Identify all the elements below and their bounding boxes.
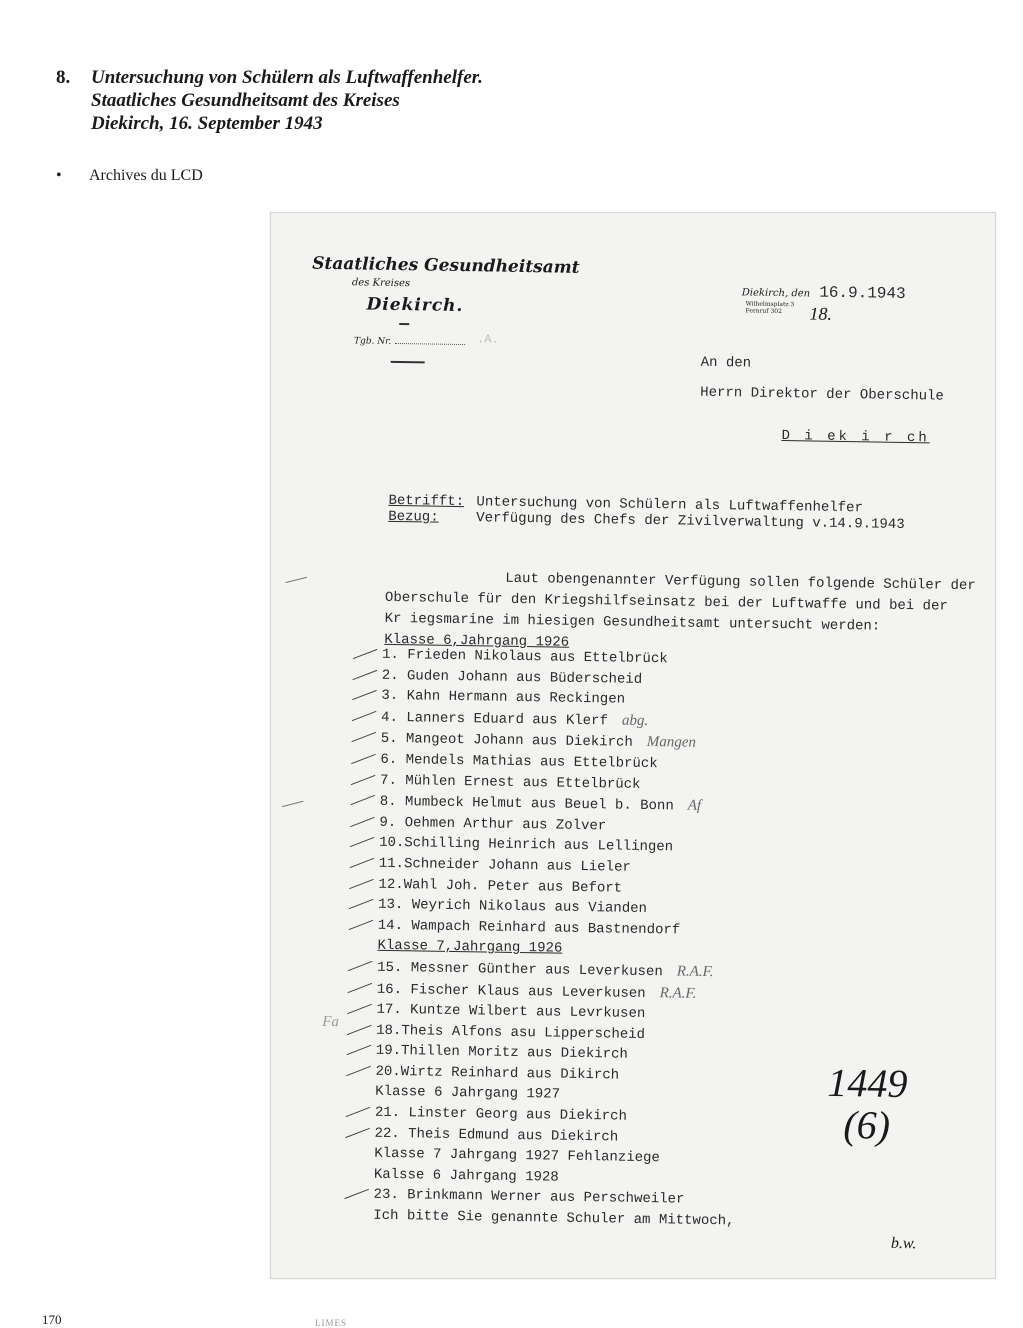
bezug-text: Verfügung des Chefs der Zivilverwaltung v.14.9.1943 <box>476 510 905 533</box>
student-entry: 10.Schilling Heinrich aus Lellingen <box>378 835 674 856</box>
source-note <box>56 167 203 185</box>
check-mark <box>351 774 376 784</box>
tgb-field <box>354 336 465 348</box>
student-entry: 3. Kahn Hermann aus Reckingen <box>381 687 626 708</box>
caption-line-3: Diekirch, 16. September 1943 <box>91 113 323 134</box>
letterhead <box>311 254 579 318</box>
check-mark <box>352 690 377 700</box>
caption-line-2: Staatliches Gesundheitsamt des Kreises <box>91 90 400 111</box>
ghost-stamp: .A. <box>476 332 499 347</box>
student-entry: 4. Lanners Eduard aus Klerf <box>380 709 609 730</box>
student-entry: 2. Guden Johann aus Büderscheid <box>381 667 643 688</box>
check-mark <box>348 961 373 971</box>
check-mark <box>346 1066 371 1076</box>
margin-note: Fa <box>322 1013 340 1031</box>
body-line-3: Kr iegsmarine im hiesigen Gesundheitsamt untersucht werden: <box>384 610 881 635</box>
betrifft-label: Betrifft: <box>388 492 465 511</box>
student-entry: 19.Thillen Moritz aus Diekirch <box>375 1043 628 1063</box>
letterhead-city: Diekirch. <box>366 294 464 317</box>
class-heading: Klasse 7,Jahrgang 1926 <box>377 938 563 957</box>
student-entry: 14. Wampach Reinhard aus Bastnendorf <box>377 917 681 939</box>
handwritten-note: R.A.F. <box>659 984 697 1002</box>
bullet-icon: • <box>56 167 62 184</box>
subject-block <box>388 493 905 533</box>
office-phone: Fernruf 302 <box>745 307 783 316</box>
body-line-1: Laut obengenannter Verfügung sollen folgende Schüler der <box>505 570 976 595</box>
student-entry: 15. Messner Günther aus Leverkusen <box>377 959 663 981</box>
margin-dash <box>285 577 307 583</box>
recipient-line-1: An den <box>700 354 752 372</box>
check-mark <box>350 795 375 805</box>
check-mark <box>350 837 375 847</box>
handwritten-note: Mangen <box>646 734 697 752</box>
student-entry: 16. Fischer Klaus aus Leverkusen <box>376 981 646 1002</box>
check-mark <box>352 711 377 721</box>
divider-dash <box>391 361 425 364</box>
source-text: Archives du LCD <box>89 167 203 184</box>
student-entry: 17. Kuntze Wilbert aus Levrkusen <box>376 1001 646 1023</box>
betrifft-text: Untersuchung von Schülern als Luftwaffenhelfer <box>476 494 864 517</box>
class-heading: Klasse 7 Jahrgang 1927 Fehlanziege <box>374 1145 660 1167</box>
student-entry: 21. Linster Georg aus Diekirch <box>374 1104 628 1125</box>
check-mark <box>349 920 374 930</box>
student-entry: 22. Theis Edmund aus Diekirch <box>374 1125 619 1146</box>
divider-dash <box>399 323 409 325</box>
margin-dash <box>282 801 304 807</box>
class-heading: Kalsse 6 Jahrgang 1928 <box>373 1166 559 1186</box>
student-list <box>373 645 743 1232</box>
student-entry: 18.Theis Alfons asu Lipperscheid <box>376 1022 646 1043</box>
office-address: Wilhelmsplatz 3 <box>745 300 795 309</box>
date-place-label: Diekirch, den <box>741 287 811 300</box>
check-mark <box>345 1127 370 1137</box>
closing-line: Ich bitte Sie genannte Schuler am Mittwoch, <box>373 1207 735 1230</box>
student-entry: 23. Brinkmann Werner aus Perschweiler <box>373 1187 685 1209</box>
check-mark <box>347 1045 372 1055</box>
letter-scan <box>270 212 996 1279</box>
student-entry: 20.Wirtz Reinhard aus Dikirch <box>375 1063 620 1084</box>
student-entry: 1. Frieden Nikolaus aus Ettelbrück <box>381 646 668 668</box>
check-mark <box>349 878 374 888</box>
page-number: 170 <box>42 1312 62 1327</box>
class-heading: Klasse 6 Jahrgang 1927 <box>375 1084 561 1104</box>
student-entry: 6. Mendels Mathias aus Ettelbrück <box>380 751 658 773</box>
check-mark <box>349 899 374 909</box>
document-caption <box>56 66 483 135</box>
body-line-2: Oberschule für den Kriegshilfseinsatz bei der Luftwaffe und bei der <box>384 589 948 615</box>
check-mark <box>353 649 378 659</box>
check-mark <box>348 982 373 992</box>
tgb-dotted-line <box>395 343 465 345</box>
handwritten-note: abg. <box>621 712 649 729</box>
letter-date: 16.9.1943 <box>819 283 906 303</box>
check-mark <box>344 1189 369 1199</box>
handwritten-note: R.A.F. <box>676 963 714 980</box>
class-heading: Klasse 6,Jahrgang 1926 <box>384 631 570 651</box>
tgb-label: Tgb. Nr. <box>353 336 392 347</box>
check-mark <box>351 754 376 764</box>
check-mark <box>351 732 376 742</box>
student-entry: 11.Schneider Johann aus Lieler <box>378 855 631 876</box>
check-mark <box>352 669 377 679</box>
archive-number-main: 1449 <box>827 1059 908 1107</box>
recipient-block <box>699 348 944 454</box>
recipient-line-2: Herrn Direktor der Oberschule <box>700 384 944 405</box>
letterhead-office: Staatliches Gesundheitsamt <box>312 253 580 278</box>
recipient-city: D i ek i r ch <box>781 428 930 447</box>
student-entry: 5. Mangeot Johann aus Diekirch <box>380 731 633 752</box>
student-entry: 7. Mühlen Ernest aus Ettelbrück <box>379 772 641 793</box>
letterhead-district: des Kreises <box>351 277 411 290</box>
bezug-label: Bezug: <box>388 508 439 526</box>
student-entry: 12.Wahl Joh. Peter aus Befort <box>378 876 623 897</box>
diary-number: 18. <box>809 303 833 324</box>
check-mark <box>350 817 375 827</box>
caption-title: Untersuchung von Schülern als Luftwaffenhelfer. <box>91 67 483 88</box>
footer-fragment: LIMES <box>315 1318 347 1328</box>
student-entry: 9. Oehmen Arthur aus Zolver <box>379 814 607 835</box>
handwritten-note: Af <box>687 797 702 814</box>
turn-over-note: b.w. <box>890 1234 917 1253</box>
student-entry: 8. Mumbeck Helmut aus Beuel b. Bonn <box>379 793 674 815</box>
student-entry: 13. Weyrich Nikolaus aus Vianden <box>378 896 648 918</box>
check-mark <box>346 1107 371 1117</box>
check-mark <box>347 1004 372 1014</box>
archive-number-sub: (6) <box>843 1102 891 1148</box>
archive-number <box>826 1059 908 1148</box>
check-mark <box>349 858 374 868</box>
caption-number: 8. <box>56 67 71 88</box>
check-mark <box>347 1025 372 1035</box>
